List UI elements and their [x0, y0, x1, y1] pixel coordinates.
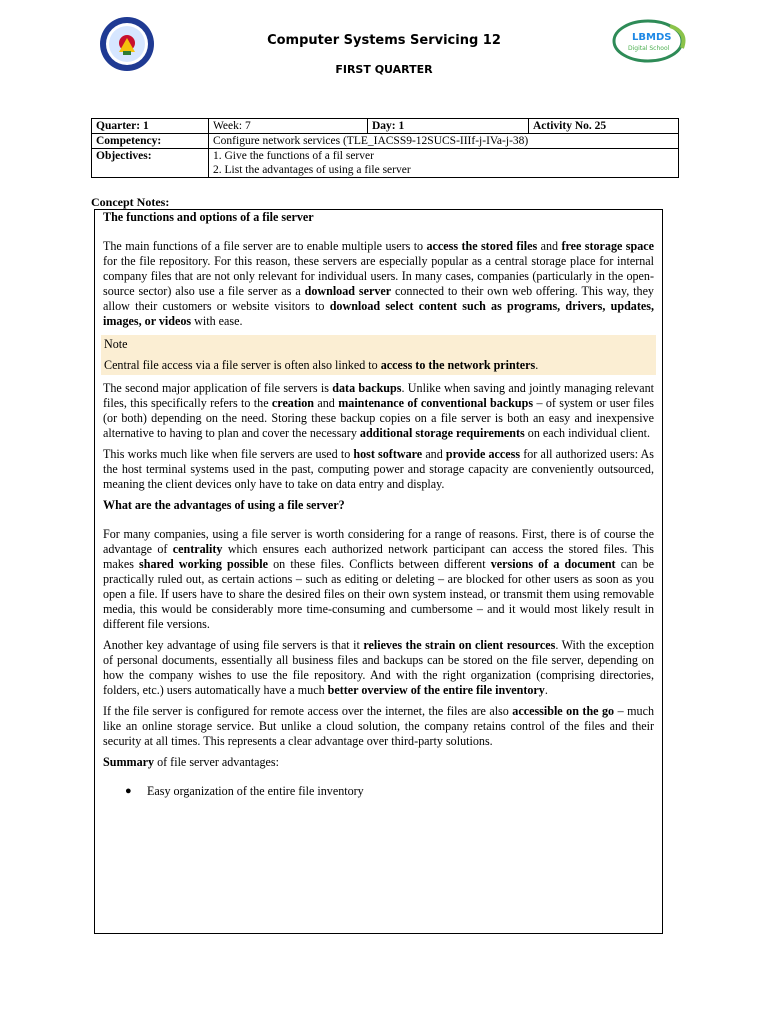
activity-cell: Activity No. 25	[529, 119, 679, 134]
day-cell: Day: 1	[368, 119, 529, 134]
concept-notes-label: Concept Notes:	[91, 195, 170, 209]
paragraph-functions: The main functions of a file server are to enable multiple users to access the stored files and free storage space for the file repository. For this reason, these servers are especially popular as a central storage place for internal company files that are not only relevant for individual users. In many cases, companies (particularly in the open-source sector) also use a file server as a download server connected to their own web offering. This way, they allow their customers or website visitors to download select content such as programs, drivers, updates, images, or videos with ease.	[103, 239, 654, 328]
page-title: Computer Systems Servicing 12	[267, 33, 501, 48]
paragraph-backups: The second major application of file servers is data backups. Unlike when saving and jointly managing relevant files, this specifically refers to the creation and maintenance of conventional backups – of system or user files (or both) depending on the need. Storing these backup copies on a file server is both an easy and inexpensive alternative to having to plan and cover the necessary additional storage requirements on each individual client.	[103, 381, 654, 440]
table-row	[92, 149, 679, 164]
objectives-label: Objectives:	[92, 149, 209, 178]
paragraph-client-resources: Another key advantage of using file servers is that it relieves the strain on client resources. With the exception of personal documents, essentially all business files and backups can be stored on the file server, depending on how the company wishes to use the file repository. And with the right organization (comprising directories, folders, etc.) users automatically have a much better overview of the entire file inventory.	[103, 638, 654, 697]
note-text: Central file access via a file server is often also linked to access to the network printers.	[104, 358, 539, 372]
bullet-icon: ●	[125, 785, 132, 797]
page-header	[0, 0, 768, 100]
school-logo	[612, 18, 690, 64]
summary-line: Summary of file server advantages:	[103, 755, 279, 769]
competency-label: Competency:	[92, 134, 209, 149]
paragraph-centrality: For many companies, using a file server is worth considering for a range of reasons. First, there is of course the advantage of centrality which ensures each authorized network participant can access the stored files. This makes shared working possible on these files. Conflicts between different versions of a document can be practically ruled out, as certain actions – such as editing or deleting – are blocked for other users as soon as you open a file. If users have to share the desired files on their own system instead, or transmit them using removable media, this would be considerably more time-consuming and cumbersome – and it would most likely result in different file versions.	[103, 527, 655, 631]
list-item-text: Easy organization of the entire file inventory	[147, 784, 364, 798]
competency-value: Configure network services (TLE_IACSS9-12SUCS-IIIf-j-IVa-j-38)	[209, 134, 679, 149]
quarter-cell: Quarter: 1	[92, 119, 209, 134]
section-heading-advantages: What are the advantages of using a file server?	[103, 498, 345, 512]
list-item	[125, 784, 654, 799]
concept-notes-box	[94, 209, 663, 934]
note-label: Note	[104, 337, 128, 351]
table-row	[92, 134, 679, 149]
svg-text:LBMDS: LBMDS	[632, 32, 672, 43]
paragraph-remote-access: If the file server is configured for remote access over the internet, the files are also accessible on the go – much like an online storage service. But unlike a cloud solution, the company retains control of the files and their security at all times. This represents a clear advantage over third-party solutions.	[103, 704, 654, 748]
table-row	[92, 119, 679, 134]
week-cell: Week: 7	[209, 119, 368, 134]
quarter-subtitle: FIRST QUARTER	[335, 63, 433, 76]
section-heading-functions: The functions and options of a file server	[103, 210, 314, 224]
svg-text:Digital School: Digital School	[628, 45, 670, 52]
lesson-info-table	[91, 118, 679, 178]
objective-1: 1. Give the functions of a fil server	[209, 149, 679, 164]
objective-2: 2. List the advantages of using a file server	[209, 163, 679, 178]
paragraph-host-software: This works much like when file servers are used to host software and provide access for all authorized users: As the host terminal systems used in the past, computing power and storage capacity are conveniently outsourced, meaning the client devices only have to take on data entry and display.	[103, 447, 654, 491]
note-callout	[101, 335, 656, 375]
